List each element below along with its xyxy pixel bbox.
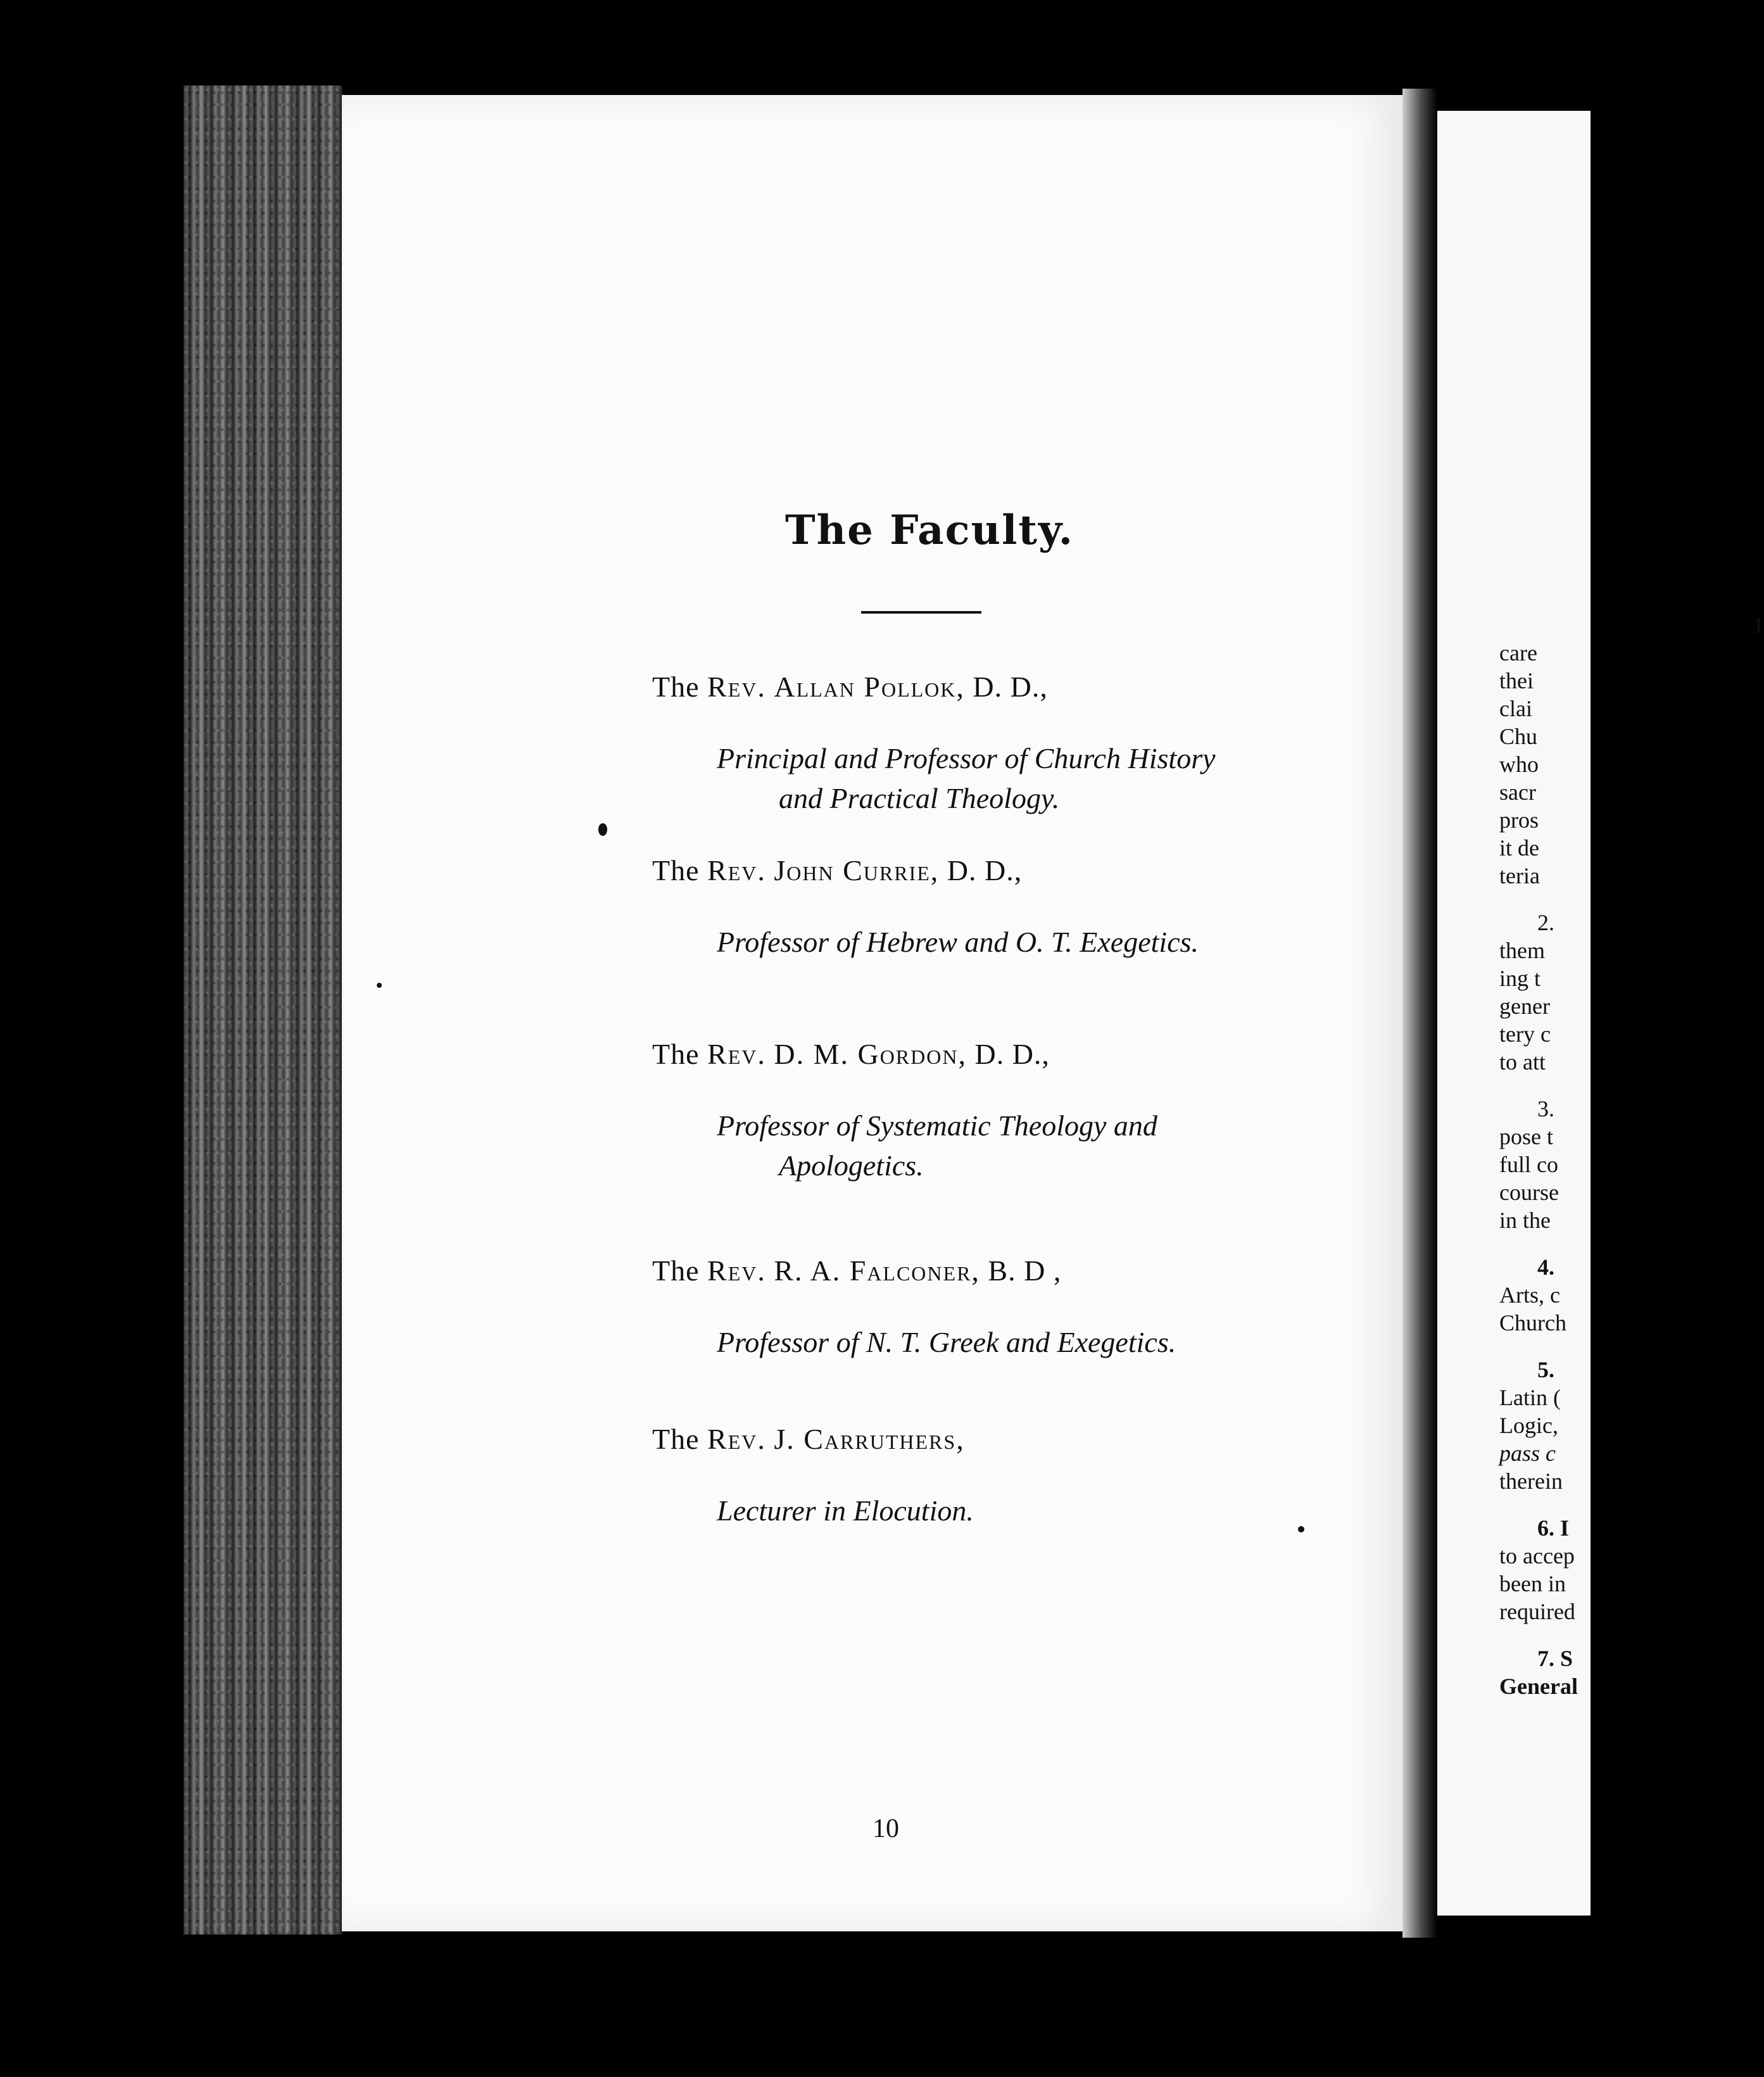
faculty-prefix: The [652,854,700,887]
right-line: 2. [1537,910,1554,935]
faculty-prefix: The [652,671,700,703]
faculty-prefix: The [652,1423,700,1455]
faculty-prefix: The [652,1254,700,1287]
faculty-degree: D. D., [947,854,1023,887]
right-line: 5. [1537,1357,1554,1382]
right-line: who [1499,752,1539,777]
faculty-name [652,670,1048,704]
right-line: Chu [1499,724,1538,749]
right-line: tery c [1499,1021,1551,1047]
right-line: pass c [1499,1441,1556,1466]
right-line: therein [1499,1468,1563,1494]
faculty-role [717,738,1350,818]
right-line: General [1499,1674,1578,1699]
faculty-person: J. Carruthers, [774,1423,965,1455]
right-line: thei [1499,668,1534,693]
right-line: 1 [1753,612,1764,638]
right-page [1437,111,1764,1916]
right-line: sacr [1499,780,1536,805]
faculty-title: Rev. [707,1423,766,1455]
right-line: it de [1499,835,1539,861]
faculty-degree: D. D., [973,671,1048,703]
faculty-person: R. A. Falconer, [774,1254,980,1287]
right-line: ing t [1499,966,1541,991]
right-line: required [1499,1599,1575,1624]
book-page-edges [184,85,342,1935]
faculty-name [652,1422,965,1456]
faculty-degree: B. D , [988,1254,1062,1287]
faculty-name [652,1037,1050,1071]
faculty-role-line: Lecturer in Elocution. [717,1494,974,1527]
right-page-text [1499,611,1764,1700]
faculty-person: Allan Pollok, [774,671,965,703]
faculty-role [717,1322,1350,1362]
faculty-role-line: Professor of Hebrew and O. T. Exegetics. [717,926,1199,958]
faculty-role-line: Principal and Professor of Church History [717,742,1216,774]
right-line: care [1499,640,1537,666]
faculty-person: John Currie, [774,854,940,887]
right-line: 4. [1537,1254,1554,1280]
scan-speck [377,983,382,988]
right-line: been in [1499,1571,1566,1596]
book-gutter [1402,89,1437,1938]
right-line: pose t [1499,1124,1553,1149]
faculty-role-line: Professor of Systematic Theology and [717,1109,1157,1142]
right-line: Church [1499,1310,1566,1335]
right-line: in the [1499,1208,1551,1233]
right-line: to att [1499,1049,1546,1075]
page-title: The Faculty. [785,507,1074,554]
right-line: gener [1499,994,1550,1019]
right-line: Logic, [1499,1413,1558,1438]
faculty-title: Rev. [707,1254,766,1287]
right-line: full co [1499,1152,1558,1177]
page-number: 10 [873,1814,899,1843]
right-line: 3. [1537,1096,1554,1121]
faculty-title: Rev. [707,671,766,703]
left-page [342,95,1406,1931]
faculty-role-line: Professor of N. T. Greek and Exegetics. [717,1326,1176,1358]
faculty-role [717,1106,1350,1185]
faculty-title: Rev. [707,854,766,887]
right-line: them [1499,938,1545,963]
right-line: Latin ( [1499,1385,1561,1410]
right-line: teria [1499,863,1540,888]
right-line: Arts, c [1499,1282,1560,1308]
faculty-role-line: Apologetics. [779,1149,924,1182]
faculty-person: D. M. Gordon, [774,1038,967,1070]
title-rule [861,611,981,614]
right-line: course [1499,1180,1559,1205]
faculty-name [652,1254,1061,1287]
scan-speck [1298,1526,1304,1532]
faculty-prefix: The [652,1038,700,1070]
faculty-role [717,922,1350,962]
faculty-role [717,1491,1350,1531]
right-line: clai [1499,696,1532,721]
right-line: 7. S [1537,1646,1573,1671]
faculty-degree: D. D., [974,1038,1050,1070]
right-line: 6. I [1537,1515,1570,1541]
faculty-name [652,854,1022,887]
right-line: pros [1499,807,1539,833]
right-line: to accep [1499,1543,1575,1569]
faculty-role-line: and Practical Theology. [779,782,1060,814]
scan-speck [598,823,607,836]
faculty-title: Rev. [707,1038,766,1070]
